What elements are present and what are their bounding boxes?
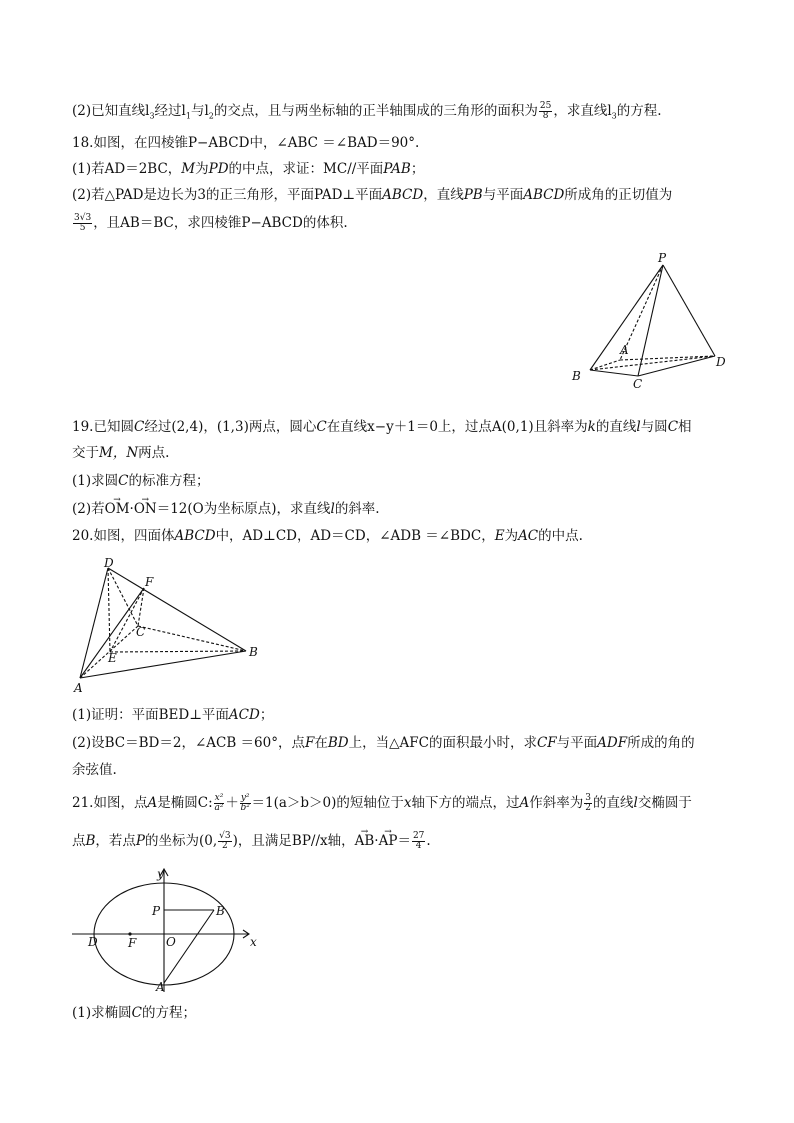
label-F: F bbox=[128, 936, 137, 950]
ellipse-figure bbox=[68, 866, 263, 996]
tetrahedron-figure bbox=[68, 556, 268, 696]
q18-part2-line2: $\frac{3√3}{5}$ ，且AB＝BC，求四棱锥P−ABCD的体积. bbox=[74, 213, 348, 233]
q21-part1: (1)求椭圆C的方程； bbox=[72, 1005, 196, 1021]
label-B: B bbox=[572, 369, 581, 383]
q20-stem: 20.如图，四面体ABCD中，AD⊥CD，AD＝CD，∠ADB ＝∠BDC，E为AC的中点. bbox=[72, 528, 583, 544]
pyramid-figure bbox=[560, 250, 740, 390]
q20-part1: (1)证明：平面BED⊥平面ACD； bbox=[72, 707, 274, 723]
label-P: P bbox=[658, 251, 667, 265]
q19-part1: (1)求圆C的标准方程； bbox=[72, 473, 210, 489]
label-D: D bbox=[104, 556, 114, 570]
label-y: y bbox=[157, 867, 164, 881]
q19-stem-line1: 19.已知圆C经过(2,4)，(1,3)两点，圆心C在直线x−y＋1＝0上，过点A(0,1)且斜率为k的直线l与圆C相 bbox=[72, 419, 692, 435]
label-A: A bbox=[620, 343, 629, 357]
label-A: A bbox=[74, 681, 83, 695]
label-D: D bbox=[88, 935, 98, 949]
q21-stem-line2: 点B，若点P的坐标为(0, $\frac{√3}{2}$ )，且满足BP//x轴，→ AB·→ AP＝ $\frac{27}{4}$ . bbox=[72, 832, 431, 851]
q17-part2: (2)已知直线$l_3$经过$l_1$与$l_2$的交点，且与两坐标轴的正半轴围成的三角形的面积为 $\frac{25}{8}$ ，求直线$l_3$的方程. bbox=[72, 101, 662, 121]
label-O: O bbox=[166, 935, 176, 949]
q18-stem: 18.如图，在四棱锥P−ABCD中，∠ABC ＝∠BAD＝90°. bbox=[72, 135, 420, 151]
q18-part1: (1)若AD＝2BC，M为PD的中点，求证：MC//平面PAB； bbox=[72, 161, 425, 177]
label-x: x bbox=[250, 935, 257, 949]
label-C: C bbox=[633, 377, 643, 390]
q19-stem-line2: 交于M，N两点. bbox=[72, 445, 170, 461]
label-C: C bbox=[136, 625, 146, 639]
label-B: B bbox=[249, 645, 258, 659]
q21-stem-line1: 21.如图，点A是椭圆C: $\frac{\text{x²}}{\text{a²}}$ ＋ $\frac{\text{y²}}{\text{b²}}$ ＝1(a＞b＞0)的短轴位于x轴下方的端点，过A作斜率为 $\frac{3}{2}$ 的直线l交椭圆于 bbox=[72, 793, 692, 813]
label-B: B bbox=[216, 904, 225, 918]
label-D: D bbox=[716, 355, 726, 369]
q19-part2: (2)若→ OM·→ ON＝12(O为坐标原点)，求直线l的斜率. bbox=[72, 500, 380, 518]
q20-part2-line2: 余弦值. bbox=[72, 762, 117, 778]
tan-fraction: $\frac{3√3}{5}$ bbox=[74, 213, 92, 233]
area-fraction: $\frac{25}{8}$ bbox=[539, 101, 552, 121]
label-E: E bbox=[108, 651, 117, 665]
q18-part2-line1: (2)若△PAD是边长为3的正三角形，平面PAD⊥平面ABCD，直线PB与平面ABCD所成角的正切值为 bbox=[72, 187, 673, 203]
label-P: P bbox=[152, 904, 161, 918]
label-F: F bbox=[145, 575, 154, 589]
q20-part2-line1: (2)设BC＝BD＝2，∠ACB ＝60°，点F在BD上，当△AFC的面积最小时，求CF与平面ADF所成的角的 bbox=[72, 735, 695, 751]
label-A: A bbox=[156, 980, 165, 994]
